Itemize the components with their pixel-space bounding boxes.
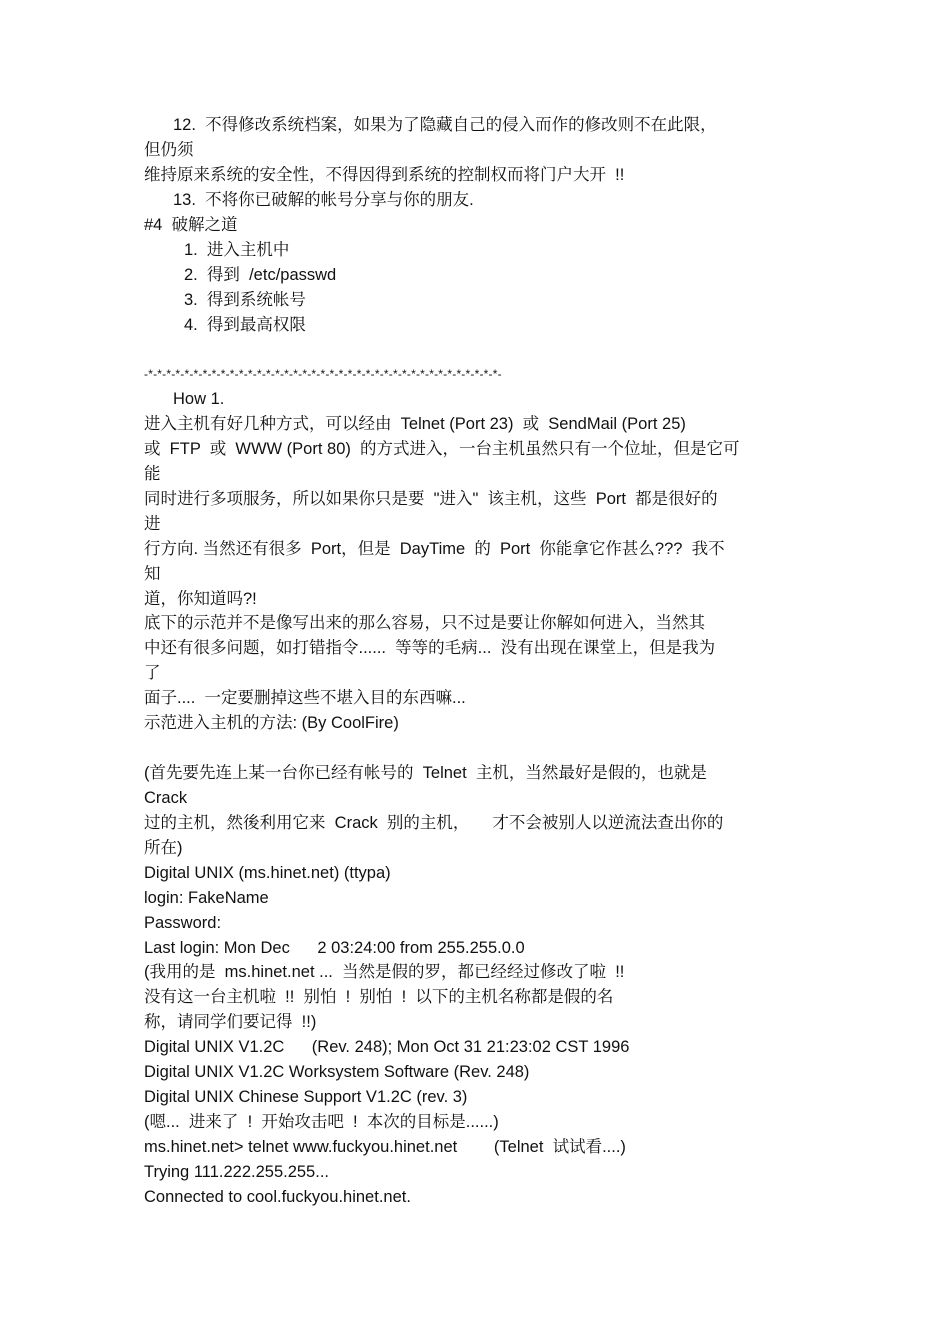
text-line: 同时进行多项服务，所以如果你只是要 "进入" 该主机，这些 Port 都是很好的 <box>144 490 718 508</box>
list-item: 4. 得到最高权限 <box>184 316 306 334</box>
text-line: (嗯... 进来了 ! 开始攻击吧 ! 本次的目标是......) <box>144 1113 499 1131</box>
text-line: (我用的是 ms.hinet.net ... 当然是假的罗，都已经经过修改了啦 !! <box>144 963 625 981</box>
section-heading: How 1. <box>173 390 225 408</box>
list-item: 2. 得到 /etc/passwd <box>184 266 337 284</box>
terminal-line: login: FakeName <box>144 889 269 907</box>
text-line: 能 <box>144 465 161 483</box>
terminal-line: Digital UNIX Chinese Support V1.2C (rev. 3) <box>144 1088 468 1106</box>
text-line: 行方向. 当然还有很多 Port，但是 DayTime 的 Port 你能拿它作甚么??? 我不 <box>144 540 725 558</box>
section-heading: #4 破解之道 <box>144 216 238 234</box>
text-line: 13. 不将你已破解的帐号分享与你的朋友. <box>173 191 474 209</box>
text-line: 底下的示范并不是像写出来的那么容易，只不过是要让你解如何进入，当然其 <box>144 614 705 632</box>
text-line: Crack <box>144 789 188 807</box>
text-line: 进 <box>144 515 161 533</box>
terminal-line: Last login: Mon Dec 2 03:24:00 from 255.255.0.0 <box>144 939 525 957</box>
terminal-line: Trying 111.222.255.255... <box>144 1163 329 1181</box>
text-line: (首先要先连上某一台你已经有帐号的 Telnet 主机，当然最好是假的，也就是 <box>144 764 707 782</box>
text-line: 没有这一台主机啦 !! 别怕 ! 别怕 ! 以下的主机名称都是假的名 <box>144 988 614 1006</box>
text-line: 12. 不得修改系统档案，如果为了隐藏自己的侵入而作的修改则不在此限， <box>173 116 717 134</box>
text-line: 维持原来系统的安全性，不得因得到系统的控制权而将门户大开 !! <box>144 166 625 184</box>
terminal-line: Digital UNIX V1.2C (Rev. 248); Mon Oct 31 21:23:02 CST 1996 <box>144 1038 630 1056</box>
text-line: 面子.... 一定要删掉这些不堪入目的东西嘛... <box>144 689 466 707</box>
terminal-line: Password: <box>144 914 222 932</box>
separator-line: -*-*-*-*-*-*-*-*-*-*-*-*-*-*-*-*-*-*-*-*-*-*-*-*-*-*-*-*-*-*-*-*-*-*-*-*-*-*-*- <box>144 367 502 381</box>
text-line: 过的主机，然後利用它来 Crack 别的主机， 才不会被别人以逆流法查出你的 <box>144 814 724 832</box>
list-item: 1. 进入主机中 <box>184 241 290 259</box>
terminal-line: Connected to cool.fuckyou.hinet.net. <box>144 1188 411 1206</box>
text-line: 进入主机有好几种方式，可以经由 Telnet (Port 23) 或 SendMail (Port 25) <box>144 415 686 433</box>
list-item: 3. 得到系统帐号 <box>184 291 306 309</box>
terminal-line: Digital UNIX (ms.hinet.net) (ttypa) <box>144 864 391 882</box>
text-line: 或 FTP 或 WWW (Port 80) 的方式进入，一台主机虽然只有一个位址，但是它可 <box>144 440 740 458</box>
text-line: 道，你知道吗?! <box>144 590 257 608</box>
text-line: 称，请同学们要记得 !!) <box>144 1013 317 1031</box>
text-line: 中还有很多问题，如打错指令...... 等等的毛病... 没有出现在课堂上，但是我为 <box>144 639 716 657</box>
text-line: 示范进入主机的方法: (By CoolFire) <box>144 714 399 732</box>
text-line: 了 <box>144 664 161 682</box>
text-line: 但仍须 <box>144 141 194 159</box>
text-line: 所在) <box>144 839 183 857</box>
terminal-line: ms.hinet.net> telnet www.fuckyou.hinet.net (Telnet 试试看....) <box>144 1138 626 1156</box>
terminal-line: Digital UNIX V1.2C Worksystem Software (Rev. 248) <box>144 1063 530 1081</box>
text-line: 知 <box>144 565 161 583</box>
